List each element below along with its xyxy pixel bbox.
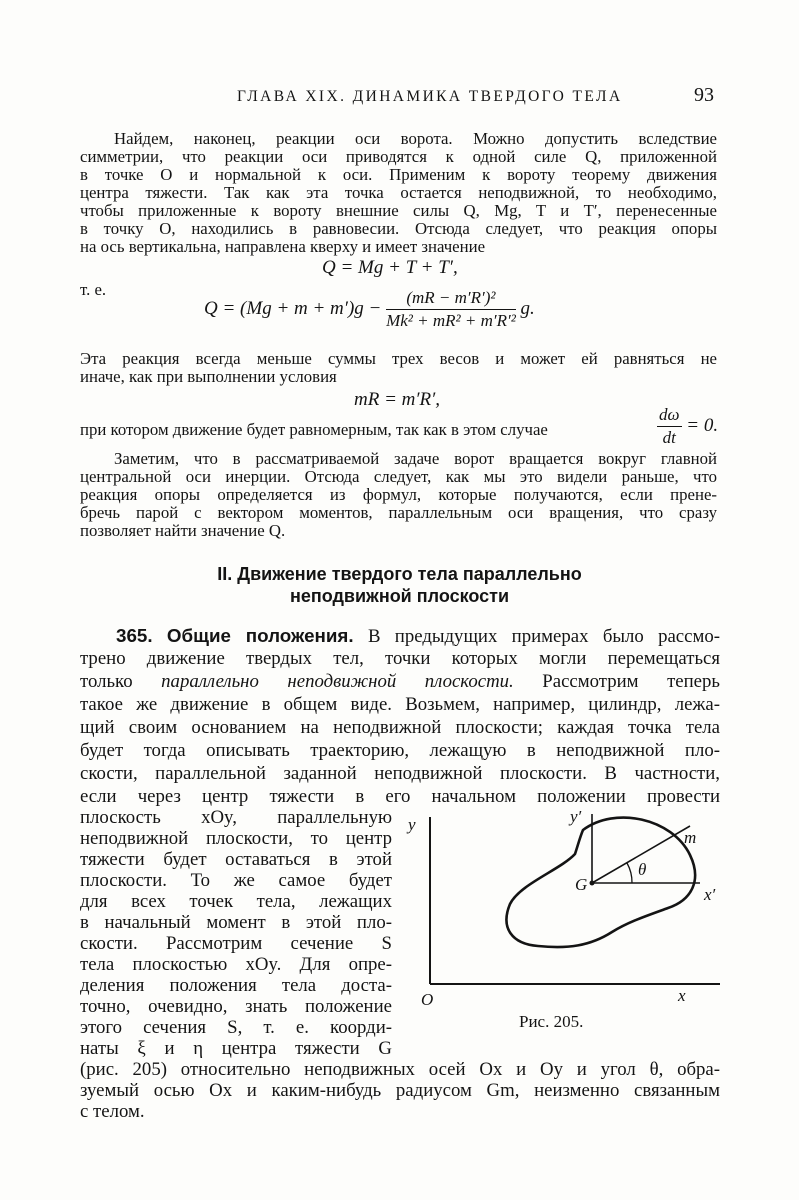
label-x-prime: x′ [704,885,716,904]
narrow-line: в начальный момент в этой пло- [80,912,392,933]
p3-line: при котором движение будет равномерным, так как в этом случае [80,420,548,439]
equation-q-full-tail: g. [520,297,535,319]
p5-line: такое же движение в общем виде. Возьмем, например, цилиндр, лежа- [80,694,720,715]
label-origin: O [421,990,434,1009]
equation-q-full-fraction [386,288,516,331]
p1-line: симметрии, что реакции оси приводятся к одной силе Q, приложенной [80,147,717,166]
page-number: 93 [694,84,714,106]
p5-line: будет тогда описывать траекторию, лежащую в неподвижной пло- [80,740,720,761]
p4-line: позволяет найти значение Q. [80,521,286,540]
tail-line: зуемый осью Ox и каким-нибудь радиусом Gm, неизменно связанным [80,1080,720,1101]
figure-205 [400,800,730,1010]
label-m: m [684,828,697,847]
narrow-line: для всех точек тела, лежащих [80,891,392,912]
p1-line: чтобы приложенные к вороту внешние силы Q, Mg, T и T′, перенесенные [80,201,717,220]
p1-line: Найдем, наконец, реакции оси ворота. Можно допустить вследствие [114,129,717,148]
p2-line: Эта реакция всегда меньше суммы трех весов и может ей равняться не [80,349,717,368]
p5-line: если через центр тяжести в его начальном положении провести [80,786,720,807]
p5-l3-post: Рассмотрим теперь [542,671,720,692]
label-y-prime: y′ [570,807,582,826]
narrow-line: скости. Рассмотрим сечение S [80,933,392,954]
equation-q-full-lhs: Q = (Mg + m + m′)g − [204,297,382,319]
p4-line: Заметим, что в рассматриваемой задаче ворот вращается вокруг главной [114,449,717,468]
p5-l3-italic: параллельно неподвижной плоскости. [161,671,514,692]
p5-l3-pre: только [80,671,133,692]
p1-line: в точке O и нормальной к оси. Применим к вороту теорему движения [80,165,717,184]
section-title-line: неподвижной плоскости [289,586,510,606]
narrow-line: плоскости. То же самое будет [80,870,392,891]
p5-first-line [80,625,720,647]
figure-caption: Рис. 205. [519,1012,584,1031]
narrow-line: этого сечения S, т. е. коорди- [80,1017,392,1038]
p1-line: на ось вертикальна, направлена кверху и имеет значение [80,237,486,256]
tail-line: с телом. [80,1101,145,1122]
narrow-line: неподвижной плоскости, то центр [80,828,392,849]
equation-condition: mR = m′R′, [354,389,441,410]
p2-line: иначе, как при выполнении условия [80,367,337,386]
label-x: x [678,986,686,1005]
narrow-line: точно, очевидно, знать положение [80,996,392,1017]
narrow-line: наты ξ и η центра тяжести G [80,1038,392,1059]
article-heading: Общие положения. [166,625,354,646]
p5-line: скости, параллельной заданной неподвижной плоскости. В частности, [80,763,720,784]
label-g: G [575,875,588,894]
p4-line: реакция опоры определяется из формул, которые получаются, если прене- [80,485,717,504]
p5-line [80,671,720,692]
equation-q-sum: Q = Mg + T + T′, [322,257,458,278]
p1-line: в точку O, находились в равновесии. Отсюда следует, что реакция опоры [80,219,717,238]
p1-line: центра тяжести. Так как эта точка остается неподвижной, то необходимо, [80,183,717,202]
p5-first-rest: В предыдущих примерах было рассмо- [367,626,721,647]
tail-line: (рис. 205) относительно неподвижных осей Ox и Oy и угол θ, обра- [80,1059,720,1080]
narrow-line: тяжести будет оставаться в этой [80,849,392,870]
label-y: y [408,815,416,834]
p5-line: щий своим основанием на неподвижной плоскости; каждая точка тела [80,717,720,738]
label-theta: θ [638,860,647,879]
fraction-denominator: dt [662,428,676,447]
theta-arc [627,863,632,883]
article-number: 365. [116,625,153,646]
equation-q-full [204,288,535,331]
fraction-numerator: dω [657,405,682,427]
text-ie: т. е. [80,280,107,299]
section-title-line: II. Движение твердого тела параллельно [217,564,582,584]
fraction-denominator: Mk² + mR² + m′R′² [386,311,516,330]
narrow-line: деления положения тела доста- [80,975,392,996]
domega-fraction [657,405,682,448]
center-g-point [590,881,595,886]
narrow-line: плоскость xOy, параллельную [80,807,392,828]
fraction-numerator: (mR − m′R′)² [386,288,516,310]
chapter-header: ГЛАВА XIX. ДИНАМИКА ТВЕРДОГО ТЕЛА [237,88,623,105]
domega-tail: = 0. [686,414,719,436]
p4-line: центральной оси инерции. Отсюда следует, как мы это видели раньше, что [80,467,717,486]
p4-line: бречь парой с вектором моментов, параллельным оси вращения, что сразу [80,503,717,522]
equation-domega [657,405,718,448]
p5-line: трено движение твердых тел, точки которых могли перемещаться [80,648,720,669]
narrow-line: тела плоскостью xOy. Для опре- [80,954,392,975]
